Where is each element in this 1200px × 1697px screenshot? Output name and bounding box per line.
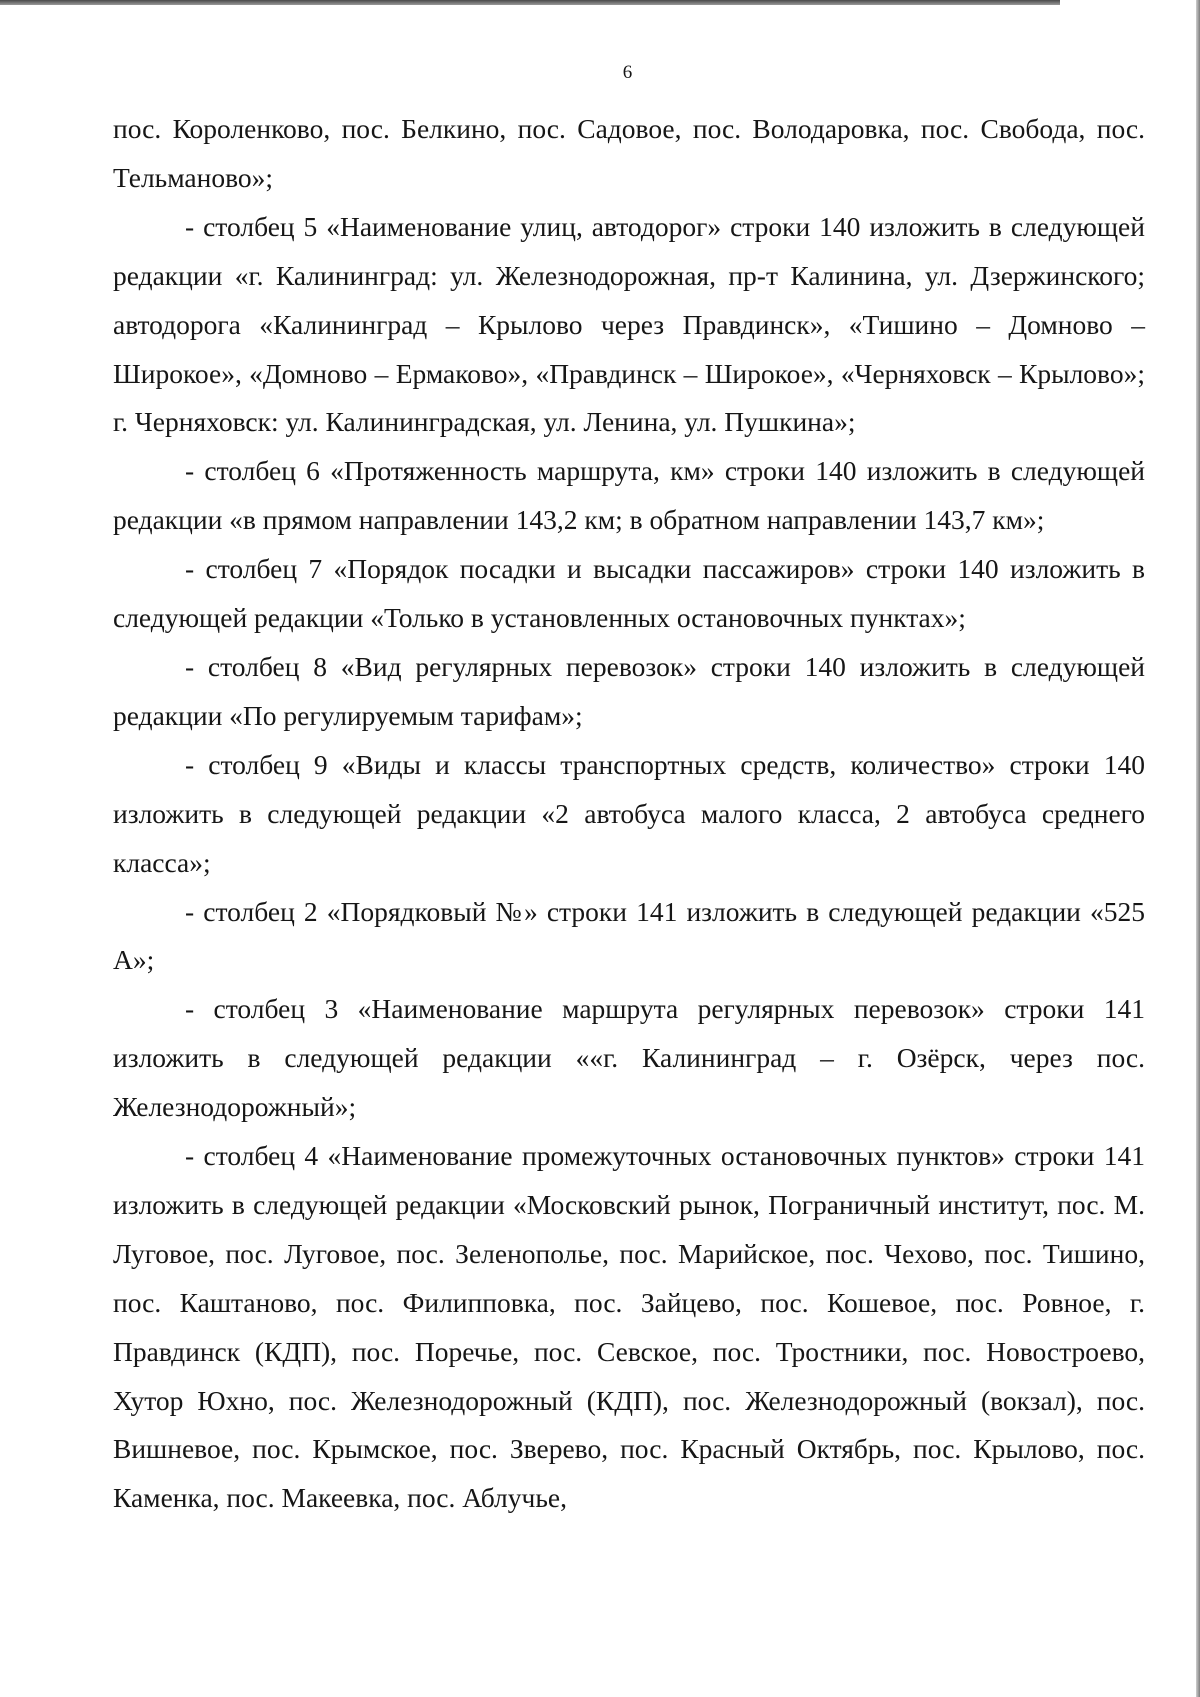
paragraph-continuation: пос. Короленково, пос. Белкино, пос. Садовое, пос. Володаровка, пос. Свобода, пос. Тельманово»;	[113, 113, 1145, 193]
scan-edge-top	[0, 0, 1060, 5]
paragraph-column-9: - столбец 9 «Виды и классы транспортных средств, количество» строки 140 изложить в следующей редакции «2 автобуса малого класса, 2 автобуса среднего класса»;	[113, 748, 1145, 878]
paragraph-row-141-column-2: - столбец 2 «Порядковый №» строки 141 изложить в следующей редакции «525 А»;	[113, 895, 1145, 976]
paragraph-row-141-column-3: - столбец 3 «Наименование маршрута регулярных перевозок» строки 141 изложить в следующей редакции ««г. Калининград – г. Озёрск, через пос. Железнодорожный»;	[113, 993, 1145, 1123]
paragraph-column-7: - столбец 7 «Порядок посадки и высадки пассажиров» строки 140 изложить в следующей редакции «Только в установленных остановочных пунктах»;	[113, 553, 1145, 634]
document-body	[113, 105, 1145, 1523]
paragraph-column-8: - столбец 8 «Вид регулярных перевозок» строки 140 изложить в следующей редакции «По регулируемым тарифам»;	[113, 650, 1145, 731]
paragraph-row-141-column-4: - столбец 4 «Наименование промежуточных остановочных пунктов» строки 141 изложить в следующей редакции «Московский рынок, Пограничный институт, пос. М. Луговое, пос. Луговое, пос. Зеленополье, пос. Марийское, пос. Чехово, пос. Тишино, пос. Каштаново, пос. Филипповка, пос. Зайцево, пос. Кошевое, пос. Ровное, г. Правдинск (КДП), пос. Поречье, пос. Севское, пос. Тростники, пос. Новостроево, Хутор Юхно, пос. Железнодорожный (КДП), пос. Железнодорожный (вокзал), пос. Вишневое, пос. Крымское, пос. Зверево, пос. Красный Октябрь, пос. Крылово, пос. Каменка, пос. Макеевка, пос. Аблучье,	[113, 1140, 1145, 1514]
scan-edge-right	[1196, 0, 1200, 1697]
page-number: 6	[622, 62, 633, 83]
paragraph-column-6: - столбец 6 «Протяженность маршрута, км» строки 140 изложить в следующей редакции «в прямом направлении 143,2 км; в обратном направлении 143,7 км»;	[113, 455, 1145, 536]
paragraph-column-5: - столбец 5 «Наименование улиц, автодорог» строки 140 изложить в следующей редакции «г. Калининград: ул. Железнодорожная, пр-т Калинина, ул. Дзержинского; автодорога «Калининград – Крылово через Правдинск», «Тишино – Домново – Широкое», «Домново – Ермаково», «Правдинск – Широкое», «Черняховск – Крылово»; г. Черняховск: ул. Калининградская, ул. Ленина, ул. Пушкина»;	[113, 210, 1145, 438]
